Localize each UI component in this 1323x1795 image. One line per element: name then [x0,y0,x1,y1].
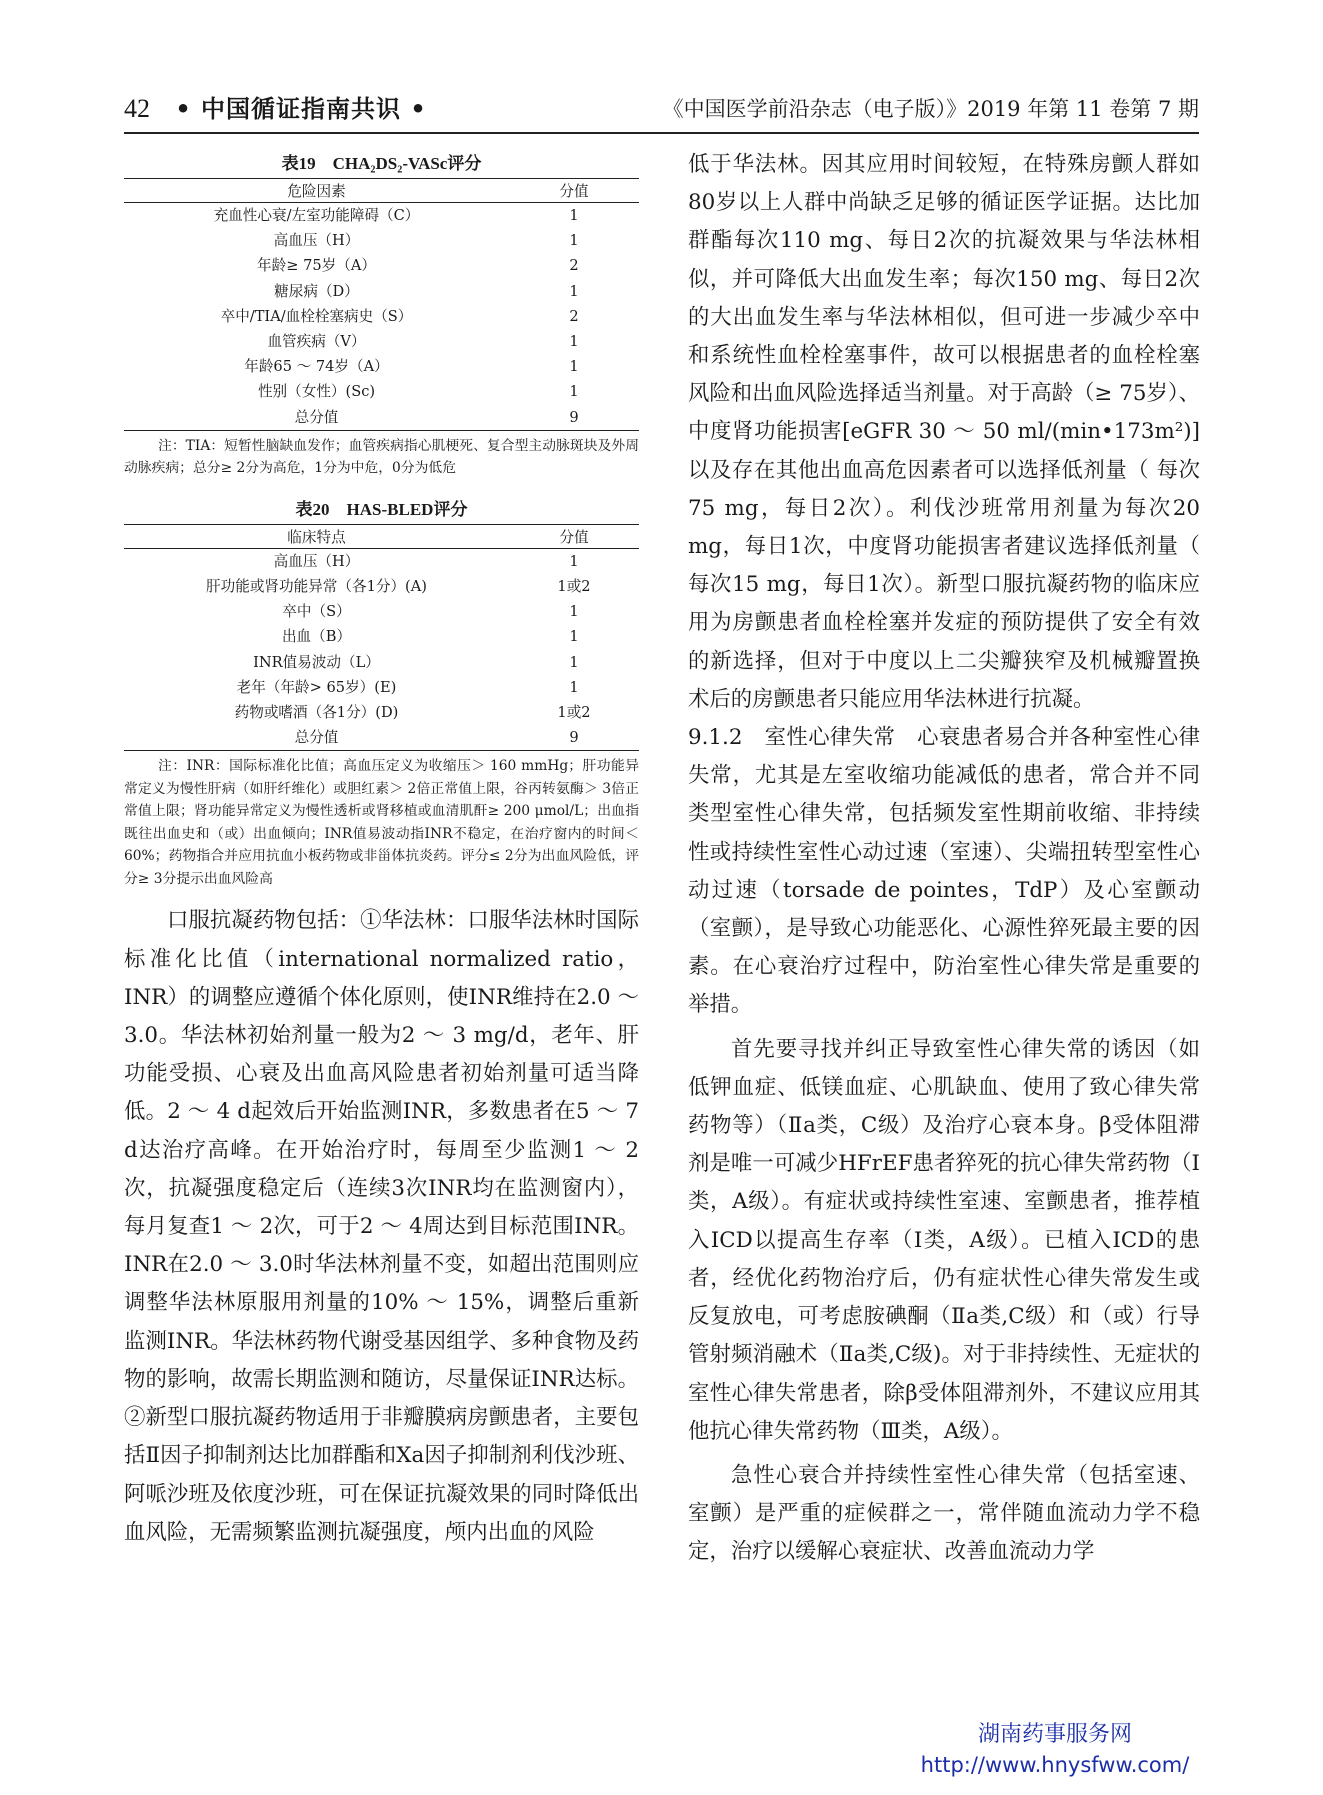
subsection-heading: 9.1.2 室性心律失常 [688,725,918,751]
table19-note [124,435,639,480]
table20-col-factor: 临床特点 [124,524,509,548]
page-header [124,92,1199,126]
table-row [124,379,639,404]
row-score: 1 [569,358,579,376]
right-column [688,146,1200,1572]
row-score: 1 [569,383,579,401]
header-rule [124,132,1199,134]
note-text: TIA：短暂性脑缺血发作；血管疾病指心肌梗死、复合型主动脉斑块及外周动脉疾病；总分≥ 2分为高危，1分为中危，0分为低危 [124,437,640,477]
table19 [124,178,639,431]
row-factor: 性别（女性）(Sc) [257,383,376,401]
table-row [124,304,639,329]
row-factor: 出血（B） [281,628,352,646]
row-factor: 充血性心衰/左室功能障碍（C） [213,207,420,224]
watermark-title: 湖南药事服务网 [977,1722,1132,1747]
table-row [124,228,639,253]
table19-col-score: 分值 [509,179,639,203]
table20-note [124,755,639,890]
table-row [124,548,639,574]
right-paragraph-1: 低于华法林。因其应用时间较短，在特殊房颤人群如80岁以上人群中尚缺乏足够的循证医学证据。达比加群酯每次110 mg、每日2次的抗凝效果与华法林相似，并可降低大出血发生率；每次150 mg、每日2次的大出血发生率与华法林相似，但可进一步减少卒中和系统性血栓栓塞事件，故可以根据患者的血栓栓塞风险和出血风险选择适当剂量。对于高龄（≥ 75岁）、中度肾功能损害[eGFR 30 ～ 50 ml/(min•173m²)]以及存在其他出血高危因素者可以选择低剂量（ 每次75 mg，每日2次）。利伐沙班常用剂量为每次20 mg，每日1次，中度肾功能损害者建议选择低剂量（ 每次15 mg，每日1次）。新型口服抗凝药物的临床应用为房颤患者血栓栓塞并发症的预防提供了安全有效的新选择，但对于中度以上二尖瓣狭窄及机械瓣置换术后的房颤患者只能应用华法林进行抗凝。 [688,152,1200,712]
left-column [124,150,639,1552]
row-factor: 卒中/TIA/血栓栓塞病史（S） [220,307,413,325]
table-row [124,574,639,599]
row-score: 1 [569,207,579,224]
note-text: INR：国际标准化比值；高血压定义为收缩压＞ 160 mmHg；肝功能异常定义为慢性肝病（如肝纤维化）或胆红素＞ 2倍正常值上限，谷丙转氨酶＞ 3倍正常值上限；肾功能异常定义为慢性透析或肾移植或血清肌酐≥ 200 μmol/L；出血指既往出血史和（或）出血倾向；INR值易波动指INR不稳定，在治疗窗内的时间＜ 60%；药物指合并应用抗血小板药物或非甾体抗炎药。评分≤ 2分为出血风险低，评分≥ 3分提示出血风险高 [124,758,639,887]
row-score: 1 [569,552,579,570]
row-factor: 药物或嗜酒（各1分）(D) [234,704,399,722]
table-row [124,203,639,229]
table20-col-score: 分值 [509,524,639,548]
row-score: 9 [509,725,639,751]
right-paragraph-4: 急性心衰合并持续性室性心律失常（包括室速、室颤）是严重的症候群之一，常伴随血流动力学不稳定，治疗以缓解心衰症状、改善血流动力学 [688,1462,1200,1565]
table19-title: 表19 CHA₂DS₂-VASc评分 [281,154,482,173]
row-factor: 年龄65 ～ 74岁（A） [244,358,389,376]
row-score: 2 [569,307,579,325]
row-factor: 糖尿病（D） [274,282,359,300]
left-body-paragraph: 口服抗凝药物包括：①华法林：口服华法林时国际标准化比值（international normalized ratio，INR）的调整应遵循个体化原则，使INR维持在2.0 ～ 3.0。华法林初始剂量一般为2 ～ 3 mg/d，老年、肝功能受损、心衰及出血高风险患者初始剂量可适当降低。2 ～ 4 d起效后开始监测INR，多数患者在5 ～ 7 d达治疗高峰。在开始治疗时，每周至少监测1 ～ 2次，抗凝强度稳定后（连续3次INR均在监测窗内），每月复查1 ～ 2次，可于2 ～ 4周达到目标范围INR。INR在2.0 ～ 3.0时华法林剂量不变，如超出范围则应调整华法林原服用剂量的10% ～ 15%，调整后重新监测INR。华法林药物代谢受基因组学、多种食物及药物的影响，故需长期监测和随访，尽量保证INR达标。②新型口服抗凝药物适用于非瓣膜病房颤患者，主要包括Ⅱ因子抑制剂达比加群酯和Ⅹa因子抑制剂利伐沙班、阿哌沙班及依度沙班，可在保证抗凝效果的同时降低出血风险，无需频繁监测抗凝强度，颅内出血的风险 [124,908,639,1545]
row-score: 1 [569,282,579,300]
row-factor: 血管疾病（V） [267,333,366,351]
table20 [124,524,639,752]
table-row-total [124,405,639,431]
right-paragraph-2 [688,719,1200,1025]
row-score: 1 [569,232,579,250]
journal-info: 《中国医学前沿杂志（电子版）》2019 年第 11 卷第 7 期 [662,97,1199,121]
table-row [124,279,639,304]
row-score: 1 [569,603,579,621]
page-number: 42 [124,94,150,123]
row-factor: 老年（年龄> 65岁）(E) [236,678,397,696]
table19-col-factor: 危险因素 [124,179,509,203]
row-score: 9 [509,405,639,431]
note-label: 注： [158,758,187,775]
row-factor: 总分值 [124,405,509,431]
subsection-text: 心衰患者易合并各种室性心律失常，尤其是左室收缩功能减低的患者，常合并不同类型室性心律失常，包括频发室性期前收缩、非持续性或持续性室性心动过速（室速）、尖端扭转型室性心动过速（torsade de pointes，TdP）及心室颤动（室颤），是导致心功能恶化、心源性猝死最主要的因素。在心衰治疗过程中，防治室性心律失常是重要的举措。 [688,725,1200,1018]
row-factor: 总分值 [124,725,509,751]
row-factor: 卒中（S） [282,603,351,621]
row-score: 1或2 [557,578,591,596]
watermark-url[interactable]: http://www.hnysfww.com/ [920,1753,1190,1777]
table-row [124,354,639,379]
row-factor: 年龄≥ 75岁（A） [257,257,376,275]
table-row [124,329,639,354]
table20-title: 表20 HAS-BLED评分 [295,499,468,519]
table-row [124,599,639,624]
section-title: • 中国循证指南共识 • [175,95,427,123]
right-paragraph-3: 首先要寻找并纠正导致室性心律失常的诱因（如低钾血症、低镁血症、心肌缺血、使用了致心律失常药物等）（Ⅱa类，C级）及治疗心衰本身。β受体阻滞剂是唯一可减少HFrEF患者猝死的抗心律失常药物（Ⅰ类，A级）。有症状或持续性室速、室颤患者，推荐植入ICD以提高生存率（Ⅰ类，A级）。已植入ICD的患者，经优化药物治疗后，仍有症状性心律失常发生或反复放电，可考虑胺碘酮（Ⅱa类,C级）和（或）行导管射频消融术（Ⅱa类,C级)。对于非持续性、无症状的室性心律失常患者，除β受体阻滞剂外，不建议应用其他抗心律失常药物（Ⅲ类，A级）。 [688,1036,1200,1444]
header-left [124,92,427,127]
row-factor: 高血压（H） [273,552,360,570]
row-factor: INR值易波动（L） [253,653,380,671]
table-row-total [124,725,639,751]
row-score: 1或2 [557,704,591,722]
row-score: 1 [569,333,579,351]
table-row [124,253,639,278]
table-row [124,650,639,675]
row-score: 1 [569,628,579,646]
table-row [124,675,639,700]
table-row [124,700,639,725]
row-score: 2 [569,257,579,275]
row-factor: 高血压（H） [273,232,360,250]
watermark [890,1720,1220,1780]
row-factor: 肝功能或肾功能异常（各1分）(A) [206,578,427,596]
row-score: 1 [569,653,579,671]
row-score: 1 [569,678,579,696]
note-label: 注： [158,437,186,454]
table-row [124,624,639,649]
